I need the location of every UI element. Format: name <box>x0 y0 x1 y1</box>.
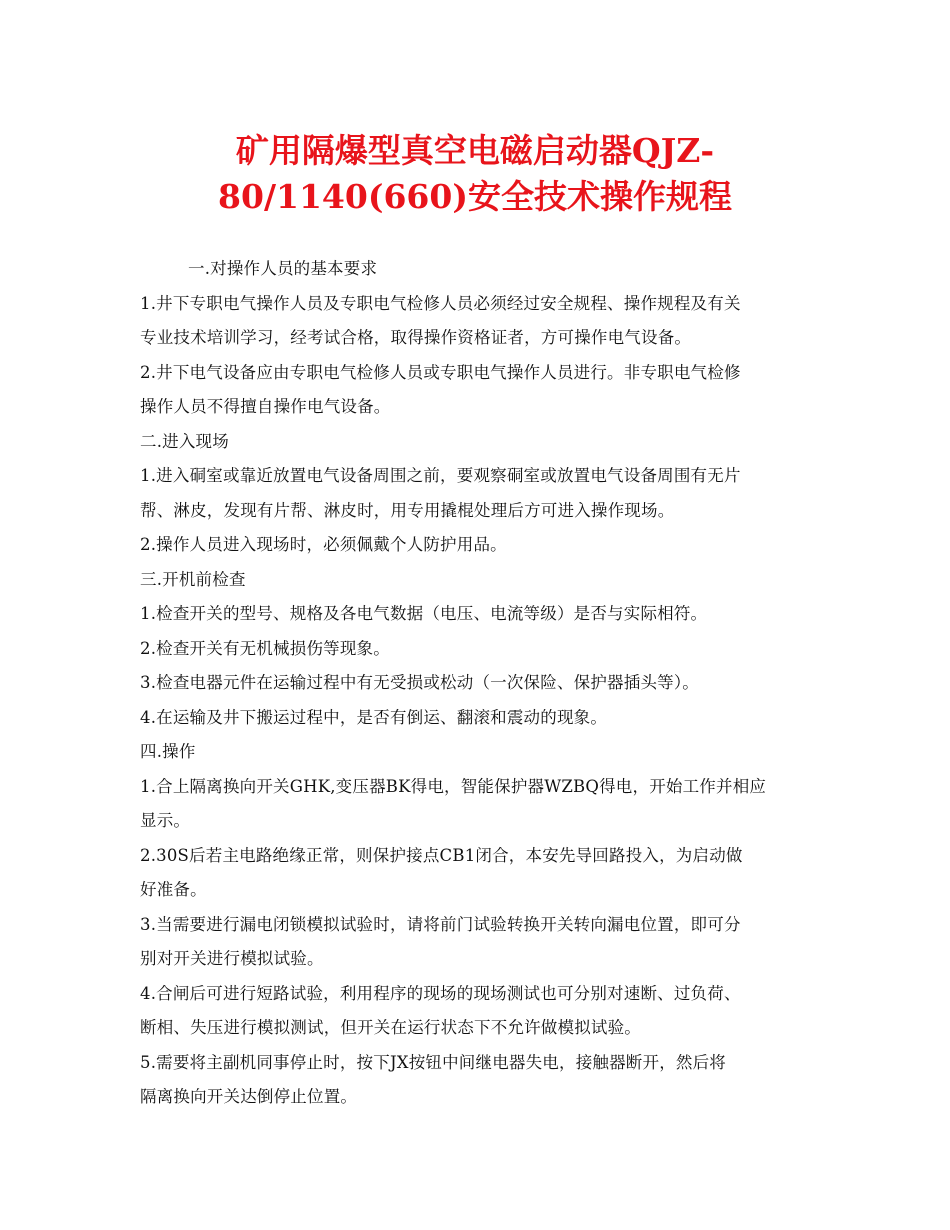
paragraph-line: 4.合闸后可进行短路试验，利用程序的现场的现场测试也可分别对速断、过负荷、 <box>140 983 741 1003</box>
paragraph-line: 3.当需要进行漏电闭锁模拟试验时，请将前门试验转换开关转向漏电位置，即可分 <box>140 914 741 934</box>
section-heading-3: 三.开机前检查 <box>140 569 246 589</box>
paragraph-line: 2.检查开关有无机械损伤等现象。 <box>140 638 390 658</box>
paragraph-line: 1.合上隔离换向开关GHK,变压器BK得电，智能保护器WZBQ得电，开始工作并相应 <box>140 776 767 796</box>
paragraph-line: 3.检查电器元件在运输过程中有无受损或松动（一次保险、保护器插头等）。 <box>140 673 699 692</box>
document-body <box>140 252 820 1115</box>
title-line-2: 80/1140(660)安全技术操作规程 <box>218 177 732 216</box>
paragraph-line: 好准备。 <box>140 880 207 899</box>
paragraph-line: 2.30S后若主电路绝缘正常，则保护接点CB1闭合，本安先导回路投入，为启动做 <box>140 845 743 865</box>
section-heading-1: 一.对操作人员的基本要求 <box>188 259 378 278</box>
section-heading-2: 二.进入现场 <box>140 431 229 451</box>
paragraph-line: 2.井下电气设备应由专职电气检修人员或专职电气操作人员进行。非专职电气检修 <box>140 362 741 382</box>
paragraph-line: 帮、淋皮，发现有片帮、淋皮时，用专用撬棍处理后方可进入操作现场。 <box>140 500 675 520</box>
paragraph-line: 1.检查开关的型号、规格及各电气数据（电压、电流等级）是否与实际相符。 <box>140 604 708 623</box>
paragraph-line: 1.进入硐室或靠近放置电气设备周围之前，要观察硐室或放置电气设备周围有无片 <box>140 466 741 485</box>
paragraph-line: 5.需要将主副机同事停止时，按下JX按钮中间继电器失电，接触器断开，然后将 <box>140 1052 727 1072</box>
paragraph-line: 专业技术培训学习，经考试合格，取得操作资格证者，方可操作电气设备。 <box>140 328 692 347</box>
paragraph-line: 4.在运输及井下搬运过程中，是否有倒运、翻滚和震动的现象。 <box>140 707 608 727</box>
paragraph-line: 显示。 <box>140 811 191 830</box>
paragraph-line: 1.井下专职电气操作人员及专职电气检修人员必须经过安全规程、操作规程及有关 <box>140 293 741 313</box>
paragraph-line: 别对开关进行模拟试验。 <box>140 949 324 968</box>
paragraph-line: 2.操作人员进入现场时，必须佩戴个人防护用品。 <box>140 535 507 554</box>
paragraph-line: 断相、失压进行模拟测试，但开关在运行状态下不允许做模拟试验。 <box>140 1018 641 1037</box>
paragraph-line: 隔离换向开关达倒停止位置。 <box>140 1087 358 1106</box>
section-heading-4: 四.操作 <box>140 742 196 761</box>
paragraph-line: 操作人员不得擅自操作电气设备。 <box>140 397 391 416</box>
title-line-1: 矿用隔爆型真空电磁启动器QJZ- <box>235 131 715 170</box>
document-title <box>120 128 830 220</box>
